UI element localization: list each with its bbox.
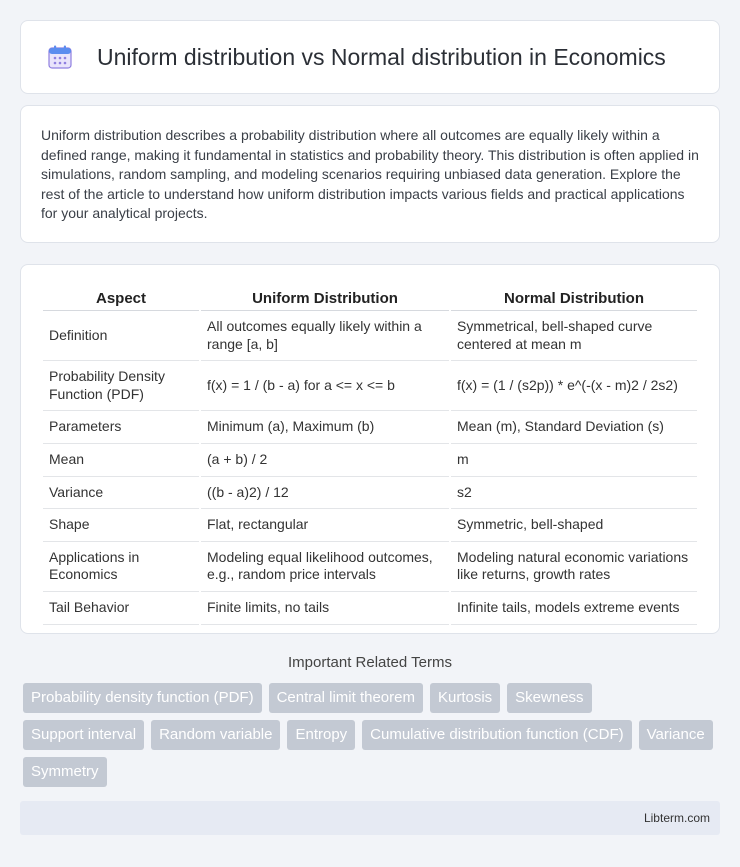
- header-uniform: Uniform Distribution: [201, 285, 449, 311]
- footer: [20, 801, 720, 835]
- tag-skewness[interactable]: Skewness: [507, 683, 591, 713]
- comparison-table-card: [20, 264, 720, 634]
- related-terms-section: [20, 654, 720, 787]
- tag-entropy[interactable]: Entropy: [287, 720, 355, 750]
- table-row: [43, 592, 697, 625]
- table-cell: m: [451, 444, 697, 477]
- table-cell: Mean: [43, 444, 199, 477]
- table-row: [43, 444, 697, 477]
- tag-central-limit-theorem[interactable]: Central limit theorem: [269, 683, 423, 713]
- table-cell: Symmetric, bell-shaped: [451, 509, 697, 542]
- table-cell: ((b - a)2) / 12: [201, 477, 449, 510]
- table-row: [43, 411, 697, 444]
- table-cell: f(x) = (1 / (s2p)) * e^(-(x - m)2 / 2s2): [451, 361, 697, 411]
- table-cell: All outcomes equally likely within a range [a, b]: [201, 311, 449, 361]
- tag-random-variable[interactable]: Random variable: [151, 720, 280, 750]
- table-cell: Shape: [43, 509, 199, 542]
- table-cell: s2: [451, 477, 697, 510]
- footer-site-link[interactable]: Libterm.com: [643, 811, 710, 825]
- table-cell: Minimum (a), Maximum (b): [201, 411, 449, 444]
- table-cell: Tail Behavior: [43, 592, 199, 625]
- comparison-table: [41, 285, 699, 625]
- table-row: [43, 361, 697, 411]
- table-header-row: [43, 285, 697, 311]
- table-cell: Variance: [43, 477, 199, 510]
- tag-cdf[interactable]: Cumulative distribution function (CDF): [362, 720, 631, 750]
- table-cell: Modeling natural economic variations like returns, growth rates: [451, 542, 697, 592]
- table-cell: Definition: [43, 311, 199, 361]
- table-row: [43, 509, 697, 542]
- intro-card: [20, 105, 720, 243]
- table-cell: Parameters: [43, 411, 199, 444]
- title-card: [20, 20, 720, 94]
- header-normal: Normal Distribution: [451, 285, 697, 311]
- tag-kurtosis[interactable]: Kurtosis: [430, 683, 500, 713]
- tag-symmetry[interactable]: Symmetry: [23, 757, 107, 787]
- table-cell: Symmetrical, bell-shaped curve centered at mean m: [451, 311, 697, 361]
- table-cell: Mean (m), Standard Deviation (s): [451, 411, 697, 444]
- related-terms-tags: [20, 683, 720, 787]
- tag-variance[interactable]: Variance: [639, 720, 713, 750]
- intro-paragraph: Uniform distribution describes a probability distribution where all outcomes are equally likely within a defined range, making it fundamental in statistics and probability theory. This distribution is often applied in simulations, random sampling, and modeling scenarios requiring unbiased data generation. Explore the rest of the article to understand how uniform distribution impacts various fields and practical applications for your analytical projects.: [41, 127, 699, 222]
- table-row: [43, 477, 697, 510]
- table-cell: Modeling equal likelihood outcomes, e.g., random price intervals: [201, 542, 449, 592]
- header-aspect: Aspect: [43, 285, 199, 311]
- table-cell: f(x) = 1 / (b - a) for a <= x <= b: [201, 361, 449, 411]
- table-row: [43, 311, 697, 361]
- calendar-icon: [45, 42, 75, 72]
- table-cell: Infinite tails, models extreme events: [451, 592, 697, 625]
- page-title: Uniform distribution vs Normal distribution in Economics: [97, 43, 666, 70]
- table-cell: Flat, rectangular: [201, 509, 449, 542]
- table-cell: Probability Density Function (PDF): [43, 361, 199, 411]
- table-cell: Finite limits, no tails: [201, 592, 449, 625]
- table-row: [43, 542, 697, 592]
- table-cell: Applications in Economics: [43, 542, 199, 592]
- tag-support-interval[interactable]: Support interval: [23, 720, 144, 750]
- tag-pdf[interactable]: Probability density function (PDF): [23, 683, 262, 713]
- related-terms-title: Important Related Terms: [288, 654, 452, 671]
- table-cell: (a + b) / 2: [201, 444, 449, 477]
